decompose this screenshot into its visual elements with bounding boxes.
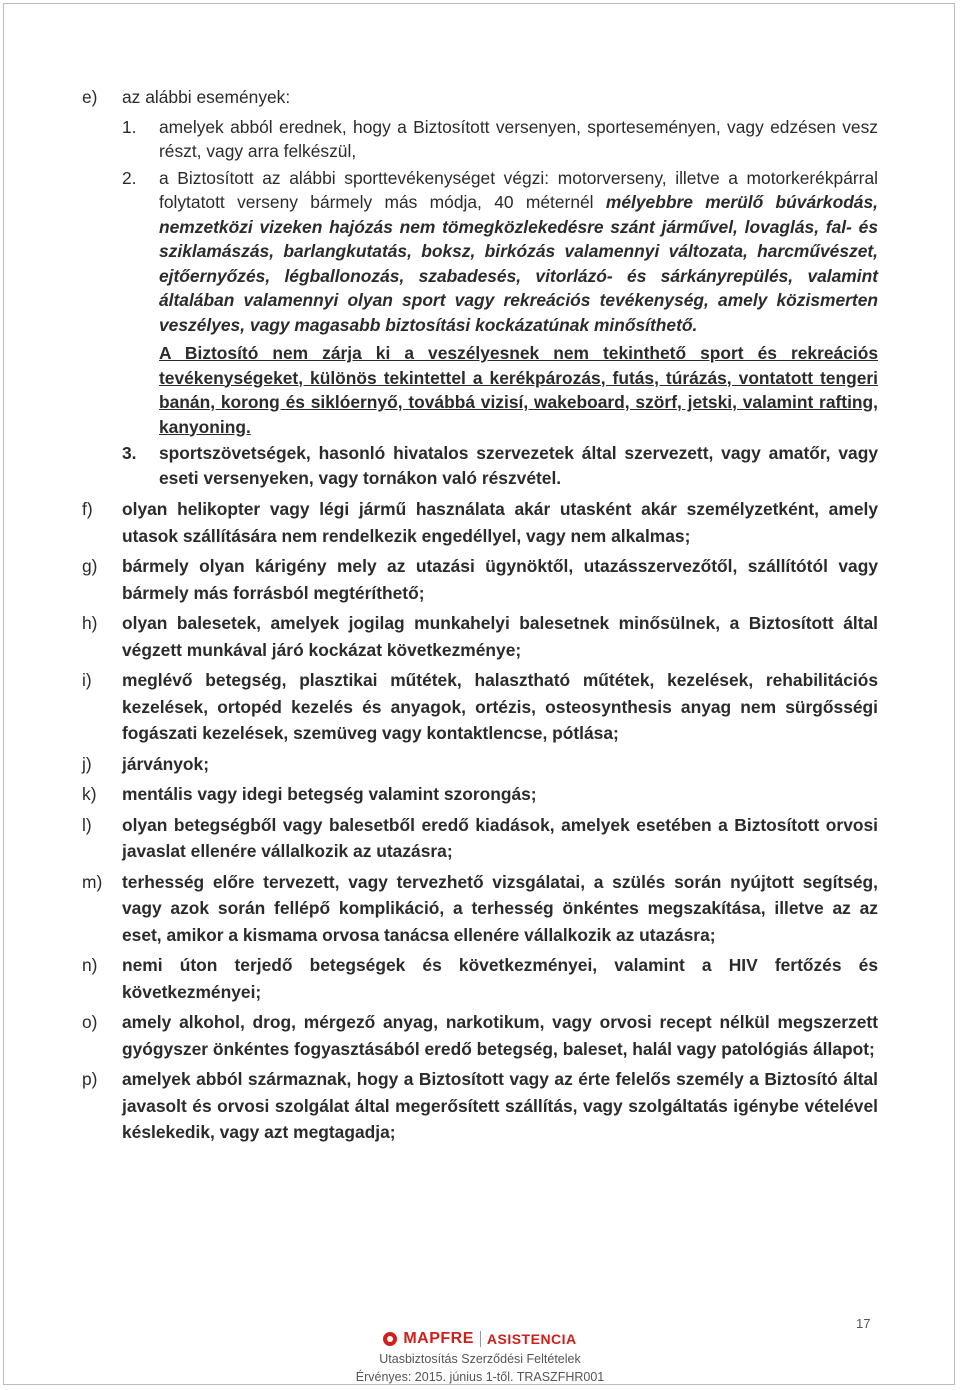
item-marker: i) bbox=[82, 670, 92, 690]
item-marker: n) bbox=[82, 955, 98, 975]
list-item-n bbox=[82, 952, 878, 1005]
document-body bbox=[82, 84, 878, 1150]
logo-asistencia-text: ASISTENCIA bbox=[486, 1331, 577, 1347]
item-marker: j) bbox=[82, 753, 92, 774]
subitem-1 bbox=[122, 115, 878, 164]
subitem-number: 2. bbox=[122, 167, 137, 188]
item-marker: m) bbox=[82, 871, 103, 892]
item-marker: k) bbox=[82, 784, 97, 804]
item-marker: g) bbox=[82, 556, 98, 576]
mapfre-emblem-icon bbox=[383, 1332, 397, 1346]
item-text: mentális vagy idegi betegség valamint szorongás; bbox=[122, 784, 537, 804]
logo-mapfre-text: MAPFRE bbox=[403, 1330, 474, 1347]
footer-doc-title: Utasbiztosítás Szerződési Feltételek bbox=[379, 1352, 581, 1366]
subitem-underlined-exception: A Biztosító nem zárja ki a veszélyesnek nem tekinthető sport és rekreációs tevékenységeket, különös tekintettel a kerékpározás, futás, túrázás, vontatott tengeri banán, korong és siklóernyő, továbbá vizisí, wakeboard, szörf, jetski, valamint rafting, kanyoning. bbox=[159, 343, 878, 437]
list-item-i bbox=[82, 667, 878, 747]
footer bbox=[280, 1328, 680, 1386]
item-marker: h) bbox=[82, 613, 98, 633]
list-item-l bbox=[82, 812, 878, 865]
subitem-text-bold-italic: mélyebbre merülő búvárkodás, nemzetközi vizeken hajózás nem tömegközlekedésre szánt járművel, lovaglás, fal- és sziklamászás, barlangkutatás, boksz, birkózás valamennyi változata, harcművészet, ejtőernyőzés, légballonozás, szabadesés, vitorlázó- és sárkányrepülés, valamint általában valamennyi olyan sport vagy rekreációs tevékenység, amely közismerten veszélyes, vagy magasabb biztosítási kockázatúnak minősíthető. bbox=[159, 192, 878, 335]
list-item-j bbox=[82, 751, 878, 778]
item-text: járványok; bbox=[122, 753, 209, 774]
item-text: amelyek abból származnak, hogy a Biztosított vagy az érte felelős személy a Biztosító által javasolt és orvosi szolgálat által megerősített szállítás, vagy szolgáltatás igénybe vételével késlekedik, vagy azt megtagadja; bbox=[122, 1069, 878, 1142]
subitem-2 bbox=[122, 166, 878, 440]
item-text: az alábbi események: bbox=[122, 87, 291, 107]
item-text: meglévő betegség, plasztikai műtétek, halasztható műtétek, kezelések, rehabilitációs kezelések, ortopéd kezelés és anyagok, ortézis, osteosynthesis anyag nem sürgősségi fogászati kezelések, szemüveg vagy kontaktlencse, pótlása; bbox=[122, 670, 878, 743]
list-item-h bbox=[82, 610, 878, 663]
list-item-p bbox=[82, 1066, 878, 1146]
subitem-3 bbox=[122, 441, 878, 490]
logo-divider bbox=[480, 1331, 481, 1347]
item-text: olyan balesetek, amelyek jogilag munkahelyi balesetnek minősülnek, a Biztosított által végzett munkával járó kockázat következménye; bbox=[122, 613, 878, 660]
list-item-g bbox=[82, 553, 878, 606]
item-text: bármely olyan kárigény mely az utazási ügynöktől, utazásszervezőtől, szállítótól vagy bármely más forrásból megtéríthető; bbox=[122, 556, 878, 603]
subitem-text: sportszövetségek, hasonló hivatalos szervezetek által szervezett, vagy amatőr, vagy eseti versenyeken, vagy tornákon való részvétel. bbox=[159, 443, 878, 488]
page-number: 17 bbox=[856, 1316, 871, 1331]
item-text: nemi úton terjedő betegségek és következményei, valamint a HIV fertőzés és következményei; bbox=[122, 955, 878, 1002]
item-text: olyan betegségből vagy balesetből eredő kiadások, amelyek esetében a Biztosított orvosi javaslat ellenére vállalkozik az utazásra; bbox=[122, 814, 878, 861]
list-item-k bbox=[82, 781, 878, 808]
mapfre-logo bbox=[280, 1328, 680, 1350]
list-item-e bbox=[82, 84, 878, 111]
footer-validity: Érvényes: 2015. június 1-től. TRASZFHR001 bbox=[355, 1370, 605, 1384]
item-marker: o) bbox=[82, 1012, 98, 1032]
list-item-f bbox=[82, 496, 878, 549]
item-marker: p) bbox=[82, 1069, 98, 1089]
list-item-o bbox=[82, 1009, 878, 1062]
subitem-text: amelyek abból erednek, hogy a Biztosított versenyen, sporteseményen, vagy edzésen vesz részt, vagy arra felkészül, bbox=[159, 116, 878, 161]
item-text: amely alkohol, drog, mérgező anyag, narkotikum, vagy orvosi recept nélkül megszerzett gyógyszer önkéntes fogyasztásából eredő betegség, baleset, halál vagy patológiás állapot; bbox=[122, 1012, 878, 1059]
item-text: olyan helikopter vagy légi jármű használata akár utasként akár személyzetként, amely utasok szállítására nem rendelkezik engedéllyel, vagy nem alkalmas; bbox=[122, 499, 878, 546]
item-marker: f) bbox=[82, 499, 93, 519]
subitem-number: 1. bbox=[122, 116, 137, 137]
item-text: terhesség előre tervezett, vagy tervezhető vizsgálatai, a szülés során nyújtott segítség, vagy azok során fellépő komplikáció, a terhesség önkéntes megszakítása, illetve az az eset, amikor a kismama orvosa tanácsa ellenére vállalkozik az utazásra; bbox=[122, 871, 878, 945]
list-item-m bbox=[82, 869, 878, 949]
subitem-number: 3. bbox=[122, 443, 137, 463]
item-marker: e) bbox=[82, 87, 98, 107]
subitem-text-plain: a Biztosított az alábbi sporttevékenységet végzi: motorverseny, illetve a motorkerékpárral folytatott verseny bármely más módja, 40 méternél bbox=[159, 167, 878, 212]
item-marker: l) bbox=[82, 814, 92, 835]
